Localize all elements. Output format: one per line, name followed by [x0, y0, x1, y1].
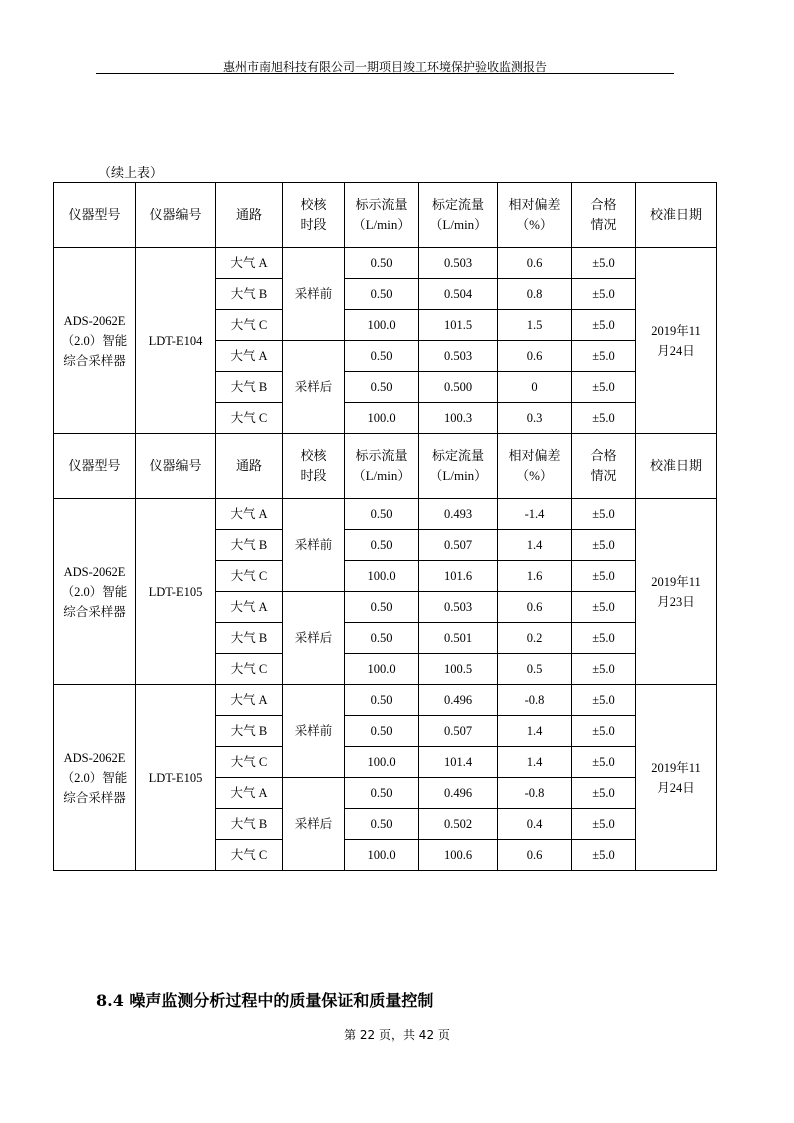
indicated-flow-cell: 100.0	[345, 654, 419, 685]
channel-cell: 大气 C	[216, 310, 283, 341]
check-period-cell: 采样后	[283, 341, 345, 434]
pass-status-cell: ±5.0	[572, 372, 636, 403]
instrument-model-cell: ADS-2062E（2.0）智能综合采样器	[54, 499, 136, 685]
pass-status-cell: ±5.0	[572, 716, 636, 747]
header-text: 标定流量（L/min）	[429, 197, 488, 232]
header-calibrated-flow	[419, 434, 498, 499]
header-indicated-flow	[345, 183, 419, 248]
calibrated-flow-cell: 0.503	[419, 341, 498, 372]
calibration-table-body	[54, 183, 717, 871]
pass-status-cell: ±5.0	[572, 685, 636, 716]
header-instrument-serial: 仪器编号	[136, 183, 216, 248]
indicated-flow-cell: 0.50	[345, 809, 419, 840]
pass-status-cell: ±5.0	[572, 341, 636, 372]
indicated-flow-cell: 100.0	[345, 310, 419, 341]
calibrated-flow-cell: 100.3	[419, 403, 498, 434]
header-text: 相对偏差（%）	[508, 197, 561, 232]
table-row	[54, 248, 717, 279]
indicated-flow-cell: 0.50	[345, 499, 419, 530]
calibrated-flow-cell: 100.5	[419, 654, 498, 685]
table-row	[54, 685, 717, 716]
relative-deviation-cell: 1.4	[498, 530, 572, 561]
header-channel: 通路	[216, 434, 283, 499]
relative-deviation-cell: 1.4	[498, 747, 572, 778]
indicated-flow-cell: 0.50	[345, 592, 419, 623]
page-number-footer: 第 22 页，共 42 页	[344, 1028, 450, 1042]
page-header-title: 惠州市南旭科技有限公司一期项目竣工环境保护验收监测报告	[222, 60, 547, 74]
header-instrument-model: 仪器型号	[54, 434, 136, 499]
table-continued-caption: （续上表）	[98, 166, 164, 181]
relative-deviation-cell: 1.4	[498, 716, 572, 747]
calibrated-flow-cell: 0.493	[419, 499, 498, 530]
header-text: 标定流量（L/min）	[429, 448, 488, 483]
header-text: 合格情况	[590, 448, 617, 483]
calibrated-flow-cell: 101.4	[419, 747, 498, 778]
pass-status-cell: ±5.0	[572, 623, 636, 654]
relative-deviation-cell: 0.8	[498, 279, 572, 310]
calibrated-flow-cell: 0.504	[419, 279, 498, 310]
relative-deviation-cell: 0.6	[498, 840, 572, 871]
channel-cell: 大气 A	[216, 248, 283, 279]
instrument-model-cell: ADS-2062E（2.0）智能综合采样器	[54, 685, 136, 871]
header-relative-deviation	[498, 434, 572, 499]
header-text: 校核时段	[300, 197, 327, 232]
header-check-period	[283, 183, 345, 248]
indicated-flow-cell: 0.50	[345, 716, 419, 747]
channel-cell: 大气 B	[216, 623, 283, 654]
relative-deviation-cell: -1.4	[498, 499, 572, 530]
indicated-flow-cell: 0.50	[345, 279, 419, 310]
channel-cell: 大气 A	[216, 592, 283, 623]
indicated-flow-cell: 0.50	[345, 623, 419, 654]
table-header-row	[54, 434, 717, 499]
pass-status-cell: ±5.0	[572, 778, 636, 809]
pass-status-cell: ±5.0	[572, 809, 636, 840]
channel-cell: 大气 C	[216, 747, 283, 778]
pass-status-cell: ±5.0	[572, 592, 636, 623]
calibration-date-cell: 2019年11月23日	[636, 499, 717, 685]
calibrated-flow-cell: 0.496	[419, 778, 498, 809]
pass-status-cell: ±5.0	[572, 530, 636, 561]
header-text: 标示流量（L/min）	[352, 197, 411, 232]
header-text: 相对偏差（%）	[508, 448, 561, 483]
channel-cell: 大气 C	[216, 561, 283, 592]
instrument-model-cell: ADS-2062E（2.0）智能综合采样器	[54, 248, 136, 434]
calibration-date-cell: 2019年11月24日	[636, 248, 717, 434]
check-period-cell: 采样前	[283, 685, 345, 778]
calibrated-flow-cell: 0.496	[419, 685, 498, 716]
instrument-serial-cell: LDT-E105	[136, 685, 216, 871]
indicated-flow-cell: 100.0	[345, 403, 419, 434]
header-relative-deviation	[498, 183, 572, 248]
header-check-period	[283, 434, 345, 499]
pass-status-cell: ±5.0	[572, 310, 636, 341]
calibrated-flow-cell: 0.501	[419, 623, 498, 654]
channel-cell: 大气 B	[216, 716, 283, 747]
pass-status-cell: ±5.0	[572, 499, 636, 530]
calibrated-flow-cell: 101.6	[419, 561, 498, 592]
calibrated-flow-cell: 100.6	[419, 840, 498, 871]
table-row	[54, 499, 717, 530]
channel-cell: 大气 B	[216, 530, 283, 561]
relative-deviation-cell: 0.6	[498, 592, 572, 623]
channel-cell: 大气 C	[216, 403, 283, 434]
header-pass-status	[572, 434, 636, 499]
indicated-flow-cell: 0.50	[345, 778, 419, 809]
indicated-flow-cell: 0.50	[345, 372, 419, 403]
calibrated-flow-cell: 0.500	[419, 372, 498, 403]
header-text: 合格情况	[590, 197, 617, 232]
channel-cell: 大气 A	[216, 778, 283, 809]
indicated-flow-cell: 0.50	[345, 530, 419, 561]
relative-deviation-cell: 0.2	[498, 623, 572, 654]
header-instrument-serial: 仪器编号	[136, 434, 216, 499]
channel-cell: 大气 C	[216, 840, 283, 871]
header-text: 标示流量（L/min）	[352, 448, 411, 483]
pass-status-cell: ±5.0	[572, 279, 636, 310]
header-calibration-date: 校准日期	[636, 183, 717, 248]
calibrated-flow-cell: 0.503	[419, 248, 498, 279]
relative-deviation-cell: -0.8	[498, 778, 572, 809]
indicated-flow-cell: 0.50	[345, 685, 419, 716]
header-divider	[96, 73, 674, 74]
channel-cell: 大气 C	[216, 654, 283, 685]
channel-cell: 大气 A	[216, 341, 283, 372]
channel-cell: 大气 B	[216, 279, 283, 310]
channel-cell: 大气 B	[216, 372, 283, 403]
channel-cell: 大气 B	[216, 809, 283, 840]
check-period-cell: 采样后	[283, 592, 345, 685]
pass-status-cell: ±5.0	[572, 747, 636, 778]
indicated-flow-cell: 100.0	[345, 747, 419, 778]
header-text: 校核时段	[300, 448, 327, 483]
header-calibrated-flow	[419, 183, 498, 248]
relative-deviation-cell: 0.6	[498, 248, 572, 279]
pass-status-cell: ±5.0	[572, 561, 636, 592]
calibration-table	[53, 182, 717, 871]
indicated-flow-cell: 0.50	[345, 341, 419, 372]
header-pass-status	[572, 183, 636, 248]
pass-status-cell: ±5.0	[572, 403, 636, 434]
indicated-flow-cell: 100.0	[345, 840, 419, 871]
relative-deviation-cell: 1.5	[498, 310, 572, 341]
instrument-serial-cell: LDT-E105	[136, 499, 216, 685]
indicated-flow-cell: 100.0	[345, 561, 419, 592]
channel-cell: 大气 A	[216, 685, 283, 716]
calibrated-flow-cell: 0.503	[419, 592, 498, 623]
header-channel: 通路	[216, 183, 283, 248]
calibrated-flow-cell: 101.5	[419, 310, 498, 341]
header-indicated-flow	[345, 434, 419, 499]
relative-deviation-cell: 0.4	[498, 809, 572, 840]
indicated-flow-cell: 0.50	[345, 248, 419, 279]
check-period-cell: 采样前	[283, 248, 345, 341]
calibration-date-cell: 2019年11月24日	[636, 685, 717, 871]
check-period-cell: 采样后	[283, 778, 345, 871]
calibrated-flow-cell: 0.507	[419, 530, 498, 561]
table-header-row	[54, 183, 717, 248]
calibrated-flow-cell: 0.507	[419, 716, 498, 747]
relative-deviation-cell: 0.3	[498, 403, 572, 434]
relative-deviation-cell: 0.6	[498, 341, 572, 372]
check-period-cell: 采样前	[283, 499, 345, 592]
relative-deviation-cell: -0.8	[498, 685, 572, 716]
instrument-serial-cell: LDT-E104	[136, 248, 216, 434]
header-instrument-model: 仪器型号	[54, 183, 136, 248]
channel-cell: 大气 A	[216, 499, 283, 530]
section-heading: 8.4 噪声监测分析过程中的质量保证和质量控制	[96, 991, 434, 1010]
relative-deviation-cell: 0.5	[498, 654, 572, 685]
relative-deviation-cell: 1.6	[498, 561, 572, 592]
calibrated-flow-cell: 0.502	[419, 809, 498, 840]
pass-status-cell: ±5.0	[572, 248, 636, 279]
header-calibration-date: 校准日期	[636, 434, 717, 499]
relative-deviation-cell: 0	[498, 372, 572, 403]
pass-status-cell: ±5.0	[572, 654, 636, 685]
pass-status-cell: ±5.0	[572, 840, 636, 871]
